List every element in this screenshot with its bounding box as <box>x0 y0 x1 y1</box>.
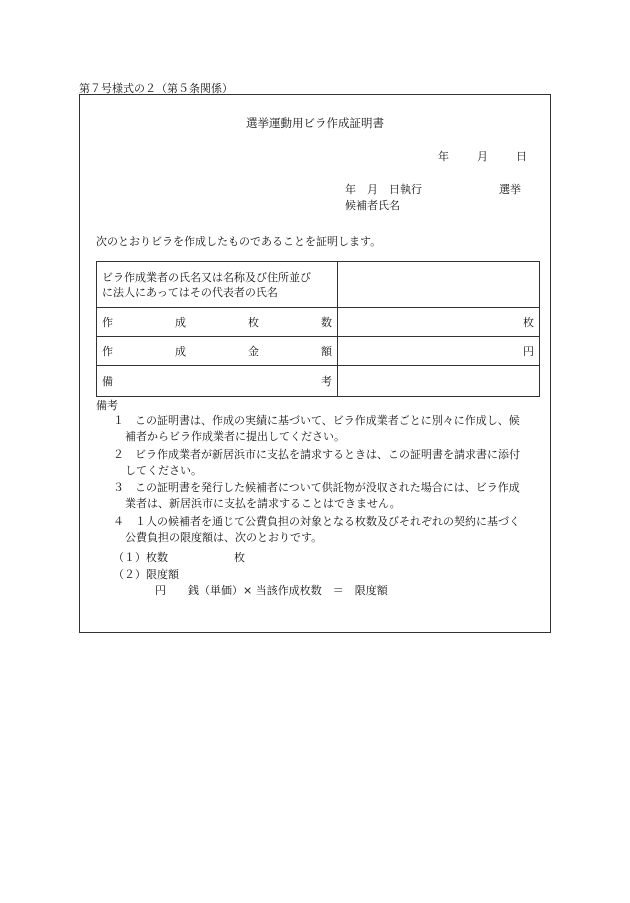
count-unit: 枚 <box>523 315 534 329</box>
note-line: １ この証明書は、作成の実績に基づいて、ビラ作成業者ごとに別々に作成し、候 <box>113 414 520 427</box>
label-char: 金 <box>248 344 259 358</box>
label-char: 額 <box>321 344 332 358</box>
label-char: 数 <box>321 315 332 329</box>
amount-unit: 円 <box>523 344 534 358</box>
election-line: 年 月 日執行 選挙 <box>345 183 521 196</box>
note-sub-count: （１）枚数 枚 <box>113 551 245 564</box>
count-label-cell <box>97 308 338 337</box>
date-year: 年 <box>438 150 449 163</box>
maker-value-cell <box>338 262 540 308</box>
label-char: 作 <box>102 344 113 358</box>
label-char: 成 <box>175 344 186 358</box>
table-row <box>97 308 540 337</box>
note-line: 補者からビラ作成業者に提出してください。 <box>125 430 345 443</box>
note-line: ２ ビラ作成業者が新居浜市に支払を請求するときは、この証明書を請求書に添付 <box>113 448 520 461</box>
count-value-cell <box>338 308 540 337</box>
remarks-label-cell <box>97 366 338 397</box>
date-month: 月 <box>477 150 488 163</box>
maker-label-line: に法人にあってはその代表者の氏名 <box>102 285 278 299</box>
candidate-name-label: 候補者氏名 <box>345 199 400 212</box>
label-char: 備 <box>102 374 113 388</box>
note-line: してください。 <box>125 464 202 477</box>
note-4 <box>113 514 546 546</box>
table-row <box>97 337 540 366</box>
table-row <box>97 366 540 397</box>
document-title: 選挙運動用ビラ作成証明書 <box>246 116 384 130</box>
maker-label-cell <box>97 262 338 308</box>
label-char: 枚 <box>248 315 259 329</box>
certificate-table <box>96 261 540 397</box>
note-line: 業者は、新居浜市に支払を請求することはできません。 <box>125 497 401 510</box>
issue-date <box>438 148 527 164</box>
note-1 <box>113 413 546 445</box>
table-row <box>97 262 540 308</box>
note-2 <box>113 447 546 479</box>
remarks-value-cell <box>338 366 540 397</box>
notes-heading: 備考 <box>96 399 118 412</box>
date-day: 日 <box>516 150 527 163</box>
note-sub-limit: （２）限度額 <box>113 568 179 581</box>
maker-label-line: ビラ作成業者の氏名又は名称及び住所並び <box>102 270 311 284</box>
label-char: 作 <box>102 315 113 329</box>
amount-label-cell <box>97 337 338 366</box>
amount-value-cell <box>338 337 540 366</box>
label-char: 成 <box>175 315 186 329</box>
certificate-frame <box>79 94 551 633</box>
limit-formula: 円 銭（単価）× 当該作成枚数 ＝ 限度額 <box>155 584 388 597</box>
note-line: ３ この証明書を発行した候補者について供託物が没収された場合には、ビラ作成 <box>113 481 520 494</box>
label-char: 考 <box>321 374 332 388</box>
note-line: 公費負担の限度額は、次のとおりです。 <box>125 531 323 544</box>
certification-statement: 次のとおりビラを作成したものであることを証明します。 <box>96 235 382 248</box>
note-3 <box>113 480 546 512</box>
note-line: ４ １人の候補者を通じて公費負担の対象となる枚数及びそれぞれの契約に基づく <box>113 515 520 528</box>
form-number: 第７号様式の２（第５条関係） <box>79 82 233 95</box>
